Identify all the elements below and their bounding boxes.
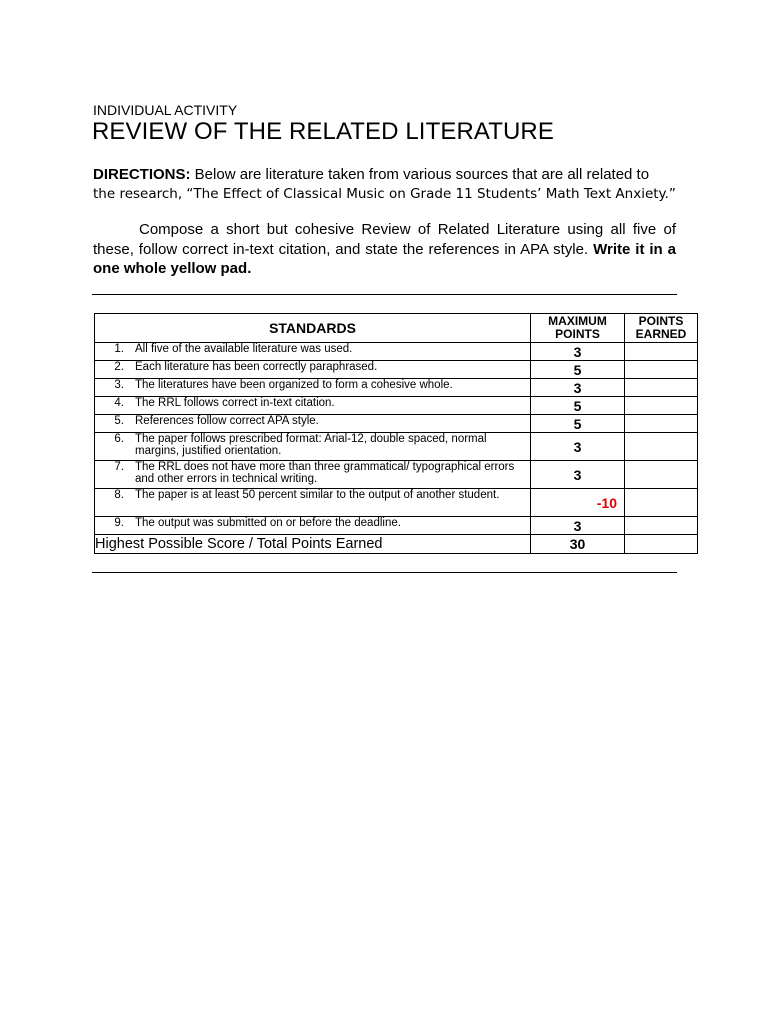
criterion-number: 7.: [114, 461, 124, 473]
table-row: [95, 379, 698, 397]
table-row: [95, 343, 698, 361]
total-points-earned-cell[interactable]: [625, 535, 698, 554]
criterion-cell: [95, 379, 531, 397]
criterion-number: 6.: [114, 433, 124, 445]
criterion-cell: [95, 397, 531, 415]
table-header-row: [95, 314, 698, 343]
table-row: [95, 415, 698, 433]
max-points-cell: 3: [531, 343, 625, 361]
table-row: [95, 461, 698, 489]
criterion-text: The paper is at least 50 percent similar to the output of another student.: [135, 489, 500, 501]
points-earned-cell[interactable]: [625, 397, 698, 415]
points-earned-cell[interactable]: [625, 361, 698, 379]
points-earned-cell[interactable]: [625, 461, 698, 489]
criterion-cell: [95, 489, 531, 517]
criterion-cell: [95, 361, 531, 379]
criterion-text: The paper follows prescribed format: Arial-12, double spaced, normal margins, justified orientation.: [135, 433, 487, 457]
max-points-cell: 3: [531, 461, 625, 489]
criterion-cell: [95, 343, 531, 361]
points-earned-cell[interactable]: [625, 415, 698, 433]
directions-paragraph: [93, 165, 676, 204]
activity-label: INDIVIDUAL ACTIVITY: [93, 102, 238, 118]
max-points-cell: 3: [531, 379, 625, 397]
criterion-cell: [95, 461, 531, 489]
table-row: [95, 489, 698, 517]
total-label: Highest Possible Score / Total Points Earned: [95, 535, 531, 554]
criterion-text: The RRL follows correct in-text citation.: [135, 397, 335, 409]
criterion-text: The output was submitted on or before the deadline.: [135, 517, 401, 529]
points-earned-cell[interactable]: [625, 343, 698, 361]
header-maximum-points: MAXIMUM POINTS: [531, 314, 625, 343]
criterion-number: 2.: [114, 361, 124, 373]
directions-line1: Below are literature taken from various sources that are all related to: [194, 166, 650, 183]
points-earned-cell[interactable]: [625, 433, 698, 461]
criterion-number: 3.: [114, 379, 124, 391]
max-points-cell: 5: [531, 397, 625, 415]
criterion-text: References follow correct APA style.: [135, 415, 319, 427]
max-points-cell: 3: [531, 433, 625, 461]
compose-paragraph: [93, 220, 676, 279]
criterion-text: Each literature has been correctly paraphrased.: [135, 361, 378, 373]
max-points-cell: 5: [531, 361, 625, 379]
criterion-number: 9.: [114, 517, 124, 529]
criterion-number: 4.: [114, 397, 124, 409]
points-earned-cell[interactable]: [625, 489, 698, 517]
max-points-cell: -10: [531, 489, 625, 517]
table-row: [95, 361, 698, 379]
total-max-points: 30: [531, 535, 625, 554]
header-points-earned: POINTS EARNED: [625, 314, 698, 343]
max-points-cell: 3: [531, 517, 625, 535]
directions-label: DIRECTIONS:: [93, 166, 191, 183]
bottom-divider: [92, 572, 677, 573]
points-earned-cell[interactable]: [625, 517, 698, 535]
criterion-cell: [95, 433, 531, 461]
page-title: REVIEW OF THE RELATED LITERATURE: [92, 118, 554, 145]
total-row: [95, 535, 698, 554]
criterion-text: The RRL does not have more than three grammatical/ typographical errors and other errors in technical writing.: [135, 461, 515, 485]
table-row: [95, 397, 698, 415]
rubric-table: [94, 313, 698, 554]
compose-bold-text: Write it in a one whole yellow pad.: [93, 240, 676, 277]
criterion-number: 5.: [114, 415, 124, 427]
criterion-number: 8.: [114, 489, 124, 501]
table-row: [95, 517, 698, 535]
top-divider: [92, 294, 677, 295]
header-standards: STANDARDS: [95, 314, 531, 343]
max-points-cell: 5: [531, 415, 625, 433]
table-row: [95, 433, 698, 461]
compose-text: Compose a short but cohesive Review of Related Literature using all five of these, follow correct in-text citation, and state the references in APA style.: [93, 221, 676, 258]
points-earned-cell[interactable]: [625, 379, 698, 397]
directions-line2: the research, “The Effect of Classical Music on Grade 11 Students’ Math Text Anxiety.”: [93, 186, 676, 202]
criterion-text: All five of the available literature was used.: [135, 343, 353, 355]
criterion-cell: [95, 517, 531, 535]
criterion-cell: [95, 415, 531, 433]
criterion-number: 1.: [114, 343, 124, 355]
criterion-text: The literatures have been organized to form a cohesive whole.: [135, 379, 453, 391]
